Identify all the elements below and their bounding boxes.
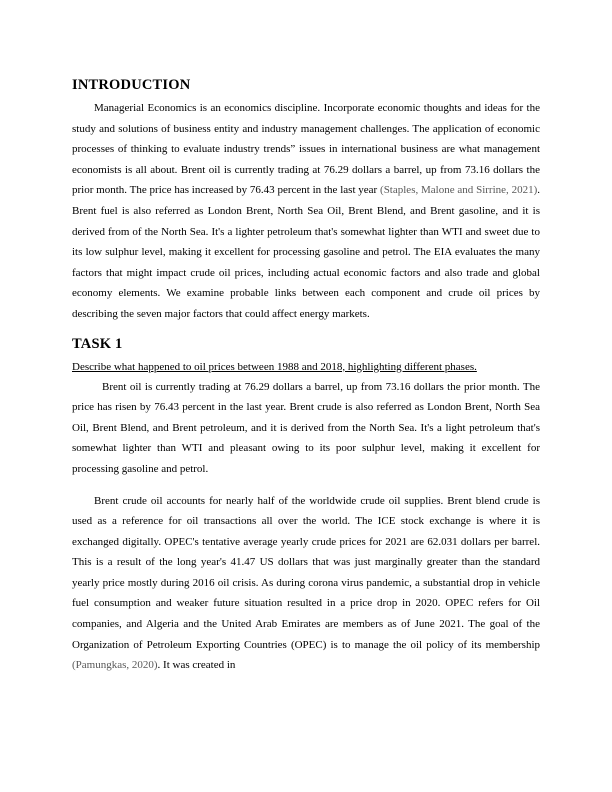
task1-paragraph-2 — [72, 491, 540, 676]
introduction-paragraph — [72, 98, 540, 325]
task1-para2-text-part2: . It was created in — [157, 659, 236, 672]
intro-text-part1: Managerial Economics is an economics discipline. Incorporate economic thoughts and ideas for the study and solutions of business entity and industry management challenges. The application of economic processes of thinking to evaluate industry trends” issues in international business are what management economists is all about. Brent oil is currently trading at 76.29 dollars a barrel, up from 73.16 dollars the prior month. The price has increased by 76.43 percent in the last year — [72, 102, 540, 197]
task1-question: Describe what happened to oil prices between 1988 and 2018, highlighting different phases. — [72, 360, 477, 373]
document-page — [72, 76, 540, 676]
paragraph-spacer — [72, 480, 540, 491]
intro-text-part2: . Brent fuel is also referred as London Brent, North Sea Oil, Brent Blend, and Brent gasoline, and it is derived from of the North Sea. It's a lighter petroleum that's somewhat lighter than WTI and sweet due to its low sulphur level, making it excellent for processing gasoline and petrol. The EIA evaluates the many factors that might impact crude oil prices, including actual economic factors and also trade and global economy elements. We examine probable links between each component and crude oil prices by describing the seven major factors that could affect energy markets. — [72, 184, 541, 320]
task1-para2-citation: (Pamungkas, 2020) — [72, 659, 158, 672]
intro-citation: (Staples, Malone and Sirrine, 2021) — [380, 184, 538, 197]
task1-paragraph-1: Brent oil is currently trading at 76.29 dollars a barrel, up from 73.16 dollars the prior month. The price has risen by 76.43 percent in the last year. Brent crude is also referred as London Brent, North Sea Oil, Brent Blend, and Brent petroleum, and it is derived from the North Sea. It's a light petroleum that's somewhat lighter than WTI and pleasant owing to its poor sulphur level, making it excellent for processing gasoline and petrol. — [72, 380, 540, 475]
task1-para2-text-part1: Brent crude oil accounts for nearly half of the worldwide crude oil supplies. Brent blend crude is used as a reference for oil transactions all over the world. The ICE stock exchange is where it is exchanged digitally. OPEC's tentative average yearly crude prices for 2021 are 62.031 dollars per barrel. This is a result of the long year's 41.47 US dollars that was just marginally greater than the standard yearly price mostly during 2016 oil crisis. As during corona virus pandemic, a substantial drop in vehicle fuel consumption and weaker future situation resulted in a price drop in 2020. OPEC refers for Oil companies, and Algeria and the United Arab Emirates are members as of June 2021. The goal of the Organization of Petroleum Exporting Countries (OPEC) is to manage the oil policy of its membership — [72, 494, 540, 651]
introduction-heading: INTRODUCTION — [72, 77, 191, 93]
task1-heading: TASK 1 — [72, 335, 123, 352]
